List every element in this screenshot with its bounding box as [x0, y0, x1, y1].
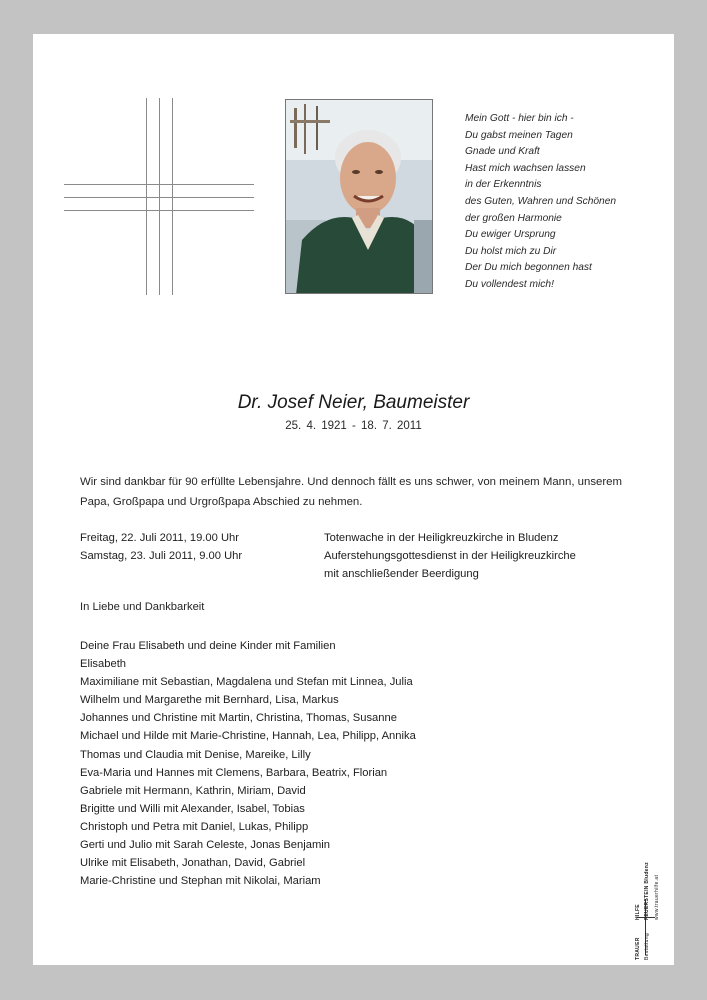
deceased-name: Dr. Josef Neier, Baumeister	[237, 392, 470, 413]
family-line: Thomas und Claudia mit Denise, Mareike, Lilly	[80, 748, 311, 761]
family-list	[80, 637, 416, 890]
event-date: Samstag, 23. Juli 2011, 9.00 Uhr	[80, 550, 243, 562]
family-line: Deine Frau Elisabeth und deine Kinder mit Familien	[80, 640, 336, 652]
family-line: Maximiliane mit Sebastian, Magdalena und Stefan mit Linnea, Julia	[80, 676, 413, 689]
family-line: Wilhelm und Margarethe mit Bernhard, Lisa, Markus	[80, 694, 339, 707]
event-date: Freitag, 22. Juli 2011, 19.00 Uhr	[80, 532, 239, 544]
poem-line: Du gabst meinen Tagen	[465, 129, 573, 141]
poem-line: Du ewiger Ursprung	[465, 229, 556, 241]
poem-line: Der Du mich begonnen hast	[465, 262, 592, 274]
family-line: Gabriele mit Hermann, Kathrin, Miriam, David	[80, 784, 306, 797]
family-line: Christoph und Petra mit Daniel, Lukas, Philipp	[80, 820, 309, 833]
family-line: Brigitte und Willi mit Alexander, Isabel, Tobias	[80, 802, 305, 815]
logo-line-bestattung: Bestattung	[644, 933, 650, 960]
funeral-home-logo	[634, 855, 668, 960]
portrait-photo	[285, 99, 433, 294]
poem-line: des Guten, Wahren und Schönen	[465, 195, 617, 207]
intro-text: Wir sind dankbar für 90 erfüllte Lebensjahre. Und dennoch fällt es uns schwer, von meinem Mann, unserem Papa, Großpapa und Urgroßpapa Abschied zu nehmen.	[80, 476, 622, 508]
poem-line: Du holst mich zu Dir	[465, 245, 557, 257]
poem-line: Hast mich wachsen lassen	[465, 162, 586, 174]
poem-line: Gnade und Kraft	[465, 146, 540, 158]
poem-line: Mein Gott - hier bin ich -	[465, 113, 574, 124]
family-line: Michael und Hilde mit Marie-Christine, Hannah, Lea, Philipp, Annika	[80, 730, 416, 743]
life-dates: 25. 4. 1921 - 18. 7. 2011	[285, 420, 422, 432]
logo-line-feuerstein: FEUERSTEIN Bludenz	[644, 862, 650, 920]
family-line: Gerti und Julio mit Sarah Celeste, Jonas Benjamin	[80, 839, 330, 852]
logo-word-hilfe: HILFE	[635, 904, 641, 920]
event-description: Auferstehungsgottesdienst in der Heiligkreuzkirche	[324, 550, 576, 562]
family-line: Marie-Christine und Stephan mit Nikolai, Mariam	[80, 875, 321, 888]
poem-line: Du vollendest mich!	[465, 278, 554, 290]
family-line: Eva-Maria und Hannes mit Clemens, Barbara, Beatrix, Florian	[80, 766, 388, 779]
event-description: mit anschließender Beerdigung	[324, 568, 479, 580]
cross-ornament	[64, 98, 254, 295]
event-description: Totenwache in der Heiligkreuzkirche in Bludenz	[324, 532, 559, 544]
poem-line: in der Erkenntnis	[465, 179, 542, 191]
poem-line: der großen Harmonie	[465, 212, 562, 224]
logo-word-trauer: TRAUER	[635, 937, 641, 960]
family-line: Elisabeth	[80, 658, 127, 671]
closing-line: In Liebe und Dankbarkeit	[80, 601, 205, 613]
family-line: Johannes und Christine mit Martin, Christina, Thomas, Susanne	[80, 712, 397, 725]
poem	[465, 111, 665, 294]
family-line: Ulrike mit Elisabeth, Jonathan, David, Gabriel	[80, 857, 306, 870]
logo-line-website: www.trauerhilfe.at	[654, 874, 660, 920]
